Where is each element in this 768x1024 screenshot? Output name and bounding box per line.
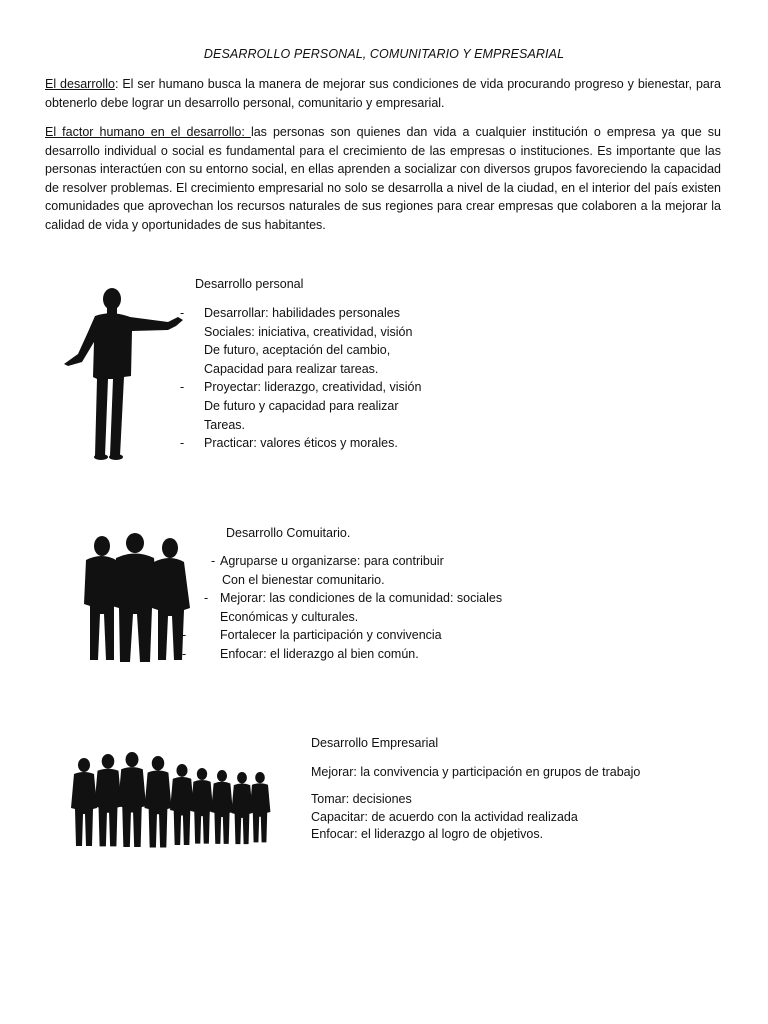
list-item: Tareas. bbox=[204, 417, 245, 432]
list-item: - Proyectar: liderazgo, creatividad, visión bbox=[180, 380, 422, 395]
section-community-list bbox=[182, 552, 503, 664]
list-item: Con el bienestar comunitario. bbox=[222, 572, 385, 587]
paragraph-text: : El ser humano busca la manera de mejorar sus condiciones de vida procurando progreso y bienestar, para obtenerlo debe lograr un desarrollo personal, comunitario y empresarial. bbox=[45, 77, 721, 110]
crowd-silhouette-icon bbox=[70, 750, 270, 850]
list-item: De futuro y capacidad para realizar bbox=[204, 398, 399, 413]
list-item: Capacidad para realizar tareas. bbox=[204, 361, 379, 376]
section-title: Desarrollo Comuitario. bbox=[226, 526, 351, 540]
paragraph-text: las personas son quienes dan vida a cualquier institución o empresa ya que su desarrollo individual o social es fundamental para el crecimiento de las empresas o instituciones. Es importante que las personas interactúen con su entorno social, en ellas aprenden a socializar con diversos grupos favoreciendo la capacidad de resolver problemas. El crecimiento empresarial no solo se desarrolla a nivel de la ciudad, en el interior del país existen comunidades que aprovechan los recursos naturales de sus regiones para crear empresas que colaboren a la mejorar la calidad de vida y oportunidades de sus habitantes. bbox=[45, 125, 721, 232]
section-personal-list bbox=[180, 304, 422, 453]
list-item: Sociales: iniciativa, creatividad, visión bbox=[204, 324, 413, 339]
section-title: Desarrollo Empresarial bbox=[311, 736, 439, 750]
document-title: DESARROLLO PERSONAL, COMUNITARIO Y EMPRESARIAL bbox=[203, 47, 565, 61]
list-item: - Fortalecer la participación y convivencia bbox=[182, 628, 442, 643]
list-item: - Agruparse u organizarse: para contribuir bbox=[211, 554, 444, 568]
list-item: De futuro, aceptación del cambio, bbox=[204, 343, 391, 358]
list-item: - Desarrollar: habilidades personales bbox=[180, 306, 400, 320]
group-of-three-silhouette-icon bbox=[78, 534, 196, 664]
person-pointing-silhouette-icon bbox=[60, 284, 185, 460]
paragraph-lead: El factor humano en el desarrollo: bbox=[45, 125, 251, 139]
list-item: Mejorar: la convivencia y participación en grupos de trabajo bbox=[311, 765, 641, 779]
section-community bbox=[226, 524, 350, 543]
list-item: Económicas y culturales. bbox=[220, 609, 359, 624]
section-business bbox=[311, 734, 438, 753]
human-factor-paragraph bbox=[45, 123, 721, 235]
list-item: Enfocar: el liderazgo al logro de objetivos. bbox=[311, 827, 544, 841]
list-item: - Enfocar: el liderazgo al bien común. bbox=[182, 646, 419, 661]
list-item: - Mejorar: las condiciones de la comunidad: sociales bbox=[204, 591, 503, 606]
intro-paragraph bbox=[45, 75, 721, 112]
section-title: Desarrollo personal bbox=[195, 277, 304, 291]
list-item: Capacitar: de acuerdo con la actividad realizada bbox=[311, 809, 578, 824]
section-business-list bbox=[311, 763, 640, 782]
section-personal bbox=[195, 275, 303, 294]
section-business-list-2 bbox=[311, 791, 578, 844]
paragraph-lead: El desarrollo bbox=[45, 77, 115, 91]
list-item: - Practicar: valores éticos y morales. bbox=[180, 436, 398, 451]
list-item: Tomar: decisiones bbox=[311, 792, 412, 806]
